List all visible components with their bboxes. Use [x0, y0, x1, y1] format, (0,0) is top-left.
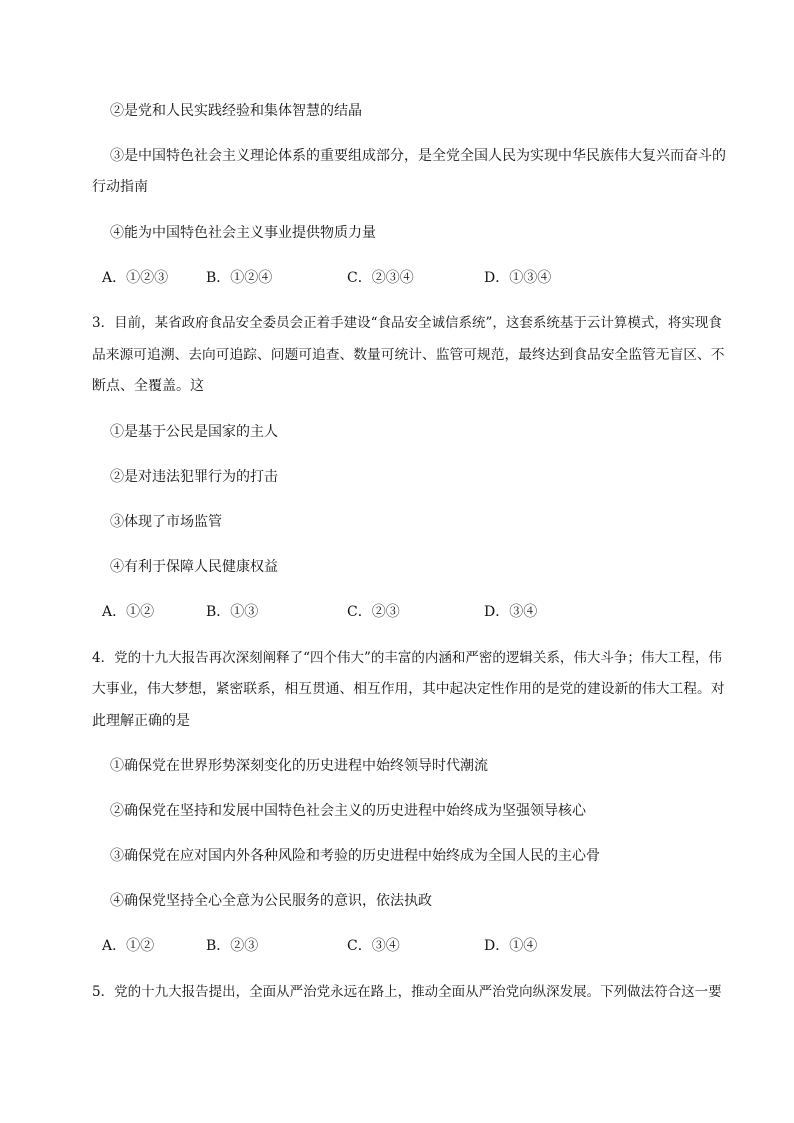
q4-choice-c: C．③④ [347, 938, 400, 954]
q2-choice-c: C．②③④ [347, 270, 414, 286]
q3-stem-line-1: 3．目前，某省政府食品安全委员会正着手建设“食品安全诚信系统”，这套系统基于云计算模式，将实现食 [92, 315, 722, 331]
q5-stem-line-1: 5．党的十九大报告提出，全面从严治党永远在路上，推动全面从严治党向纵深发展。下列做法符合这一要 [92, 984, 722, 1000]
q3-option-3: ③体现了市场监管 [110, 514, 222, 530]
q3-stem-line-3: 断点、全覆盖。这 [92, 378, 204, 394]
q2-option-2: ②是党和人民实践经验和集体智慧的结晶 [110, 103, 362, 119]
q2-option-3-continued: 行动指南 [92, 179, 148, 195]
q2-choice-d: D．①③④ [484, 270, 552, 286]
q3-choice-a: A．①② [102, 604, 155, 620]
q3-option-1: ①是基于公民是国家的主人 [110, 424, 278, 440]
q3-stem-line-2: 品来源可追溯、去向可追踪、问题可追查、数量可统计、监管可规范，最终达到食品安全监管无盲区、不 [92, 347, 725, 363]
q4-option-4: ④确保党坚持全心全意为公民服务的意识，依法执政 [110, 893, 432, 909]
q4-option-3: ③确保党在应对国内外各种风险和考验的历史进程中始终成为全国人民的主心骨 [110, 848, 600, 864]
q4-option-2: ②确保党在坚持和发展中国特色社会主义的历史进程中始终成为坚强领导核心 [110, 803, 586, 819]
q4-stem-line-2: 大事业，伟大梦想，紧密联系，相互贯通、相互作用，其中起决定性作用的是党的建设新的伟大工程。对 [92, 681, 725, 697]
q3-choice-c: C．②③ [347, 604, 400, 620]
q2-choice-a: A．①②③ [102, 270, 169, 286]
q2-choice-b: B．①②④ [206, 270, 273, 286]
q4-stem-line-3: 此理解正确的是 [92, 713, 190, 729]
q4-stem-line-1: 4．党的十九大报告再次深刻阐释了“四个伟大”的丰富的内涵和严密的逻辑关系，伟大斗争；伟大工程，伟 [92, 650, 722, 666]
q3-choice-d: D．③④ [484, 604, 538, 620]
q4-choice-a: A．①② [102, 938, 155, 954]
q2-option-3: ③是中国特色社会主义理论体系的重要组成部分，是全党全国人民为实现中华民族伟大复兴而奋斗的 [110, 148, 726, 164]
q4-choice-b: B．②③ [206, 938, 259, 954]
q3-option-2: ②是对违法犯罪行为的打击 [110, 469, 278, 485]
q3-choice-b: B．①③ [206, 604, 259, 620]
q3-option-4: ④有利于保障人民健康权益 [110, 559, 278, 575]
q4-choice-d: D．①④ [484, 938, 538, 954]
q2-option-4: ④能为中国特色社会主义事业提供物质力量 [110, 225, 376, 241]
q4-option-1: ①确保党在世界形势深刻变化的历史进程中始终领导时代潮流 [110, 758, 488, 774]
